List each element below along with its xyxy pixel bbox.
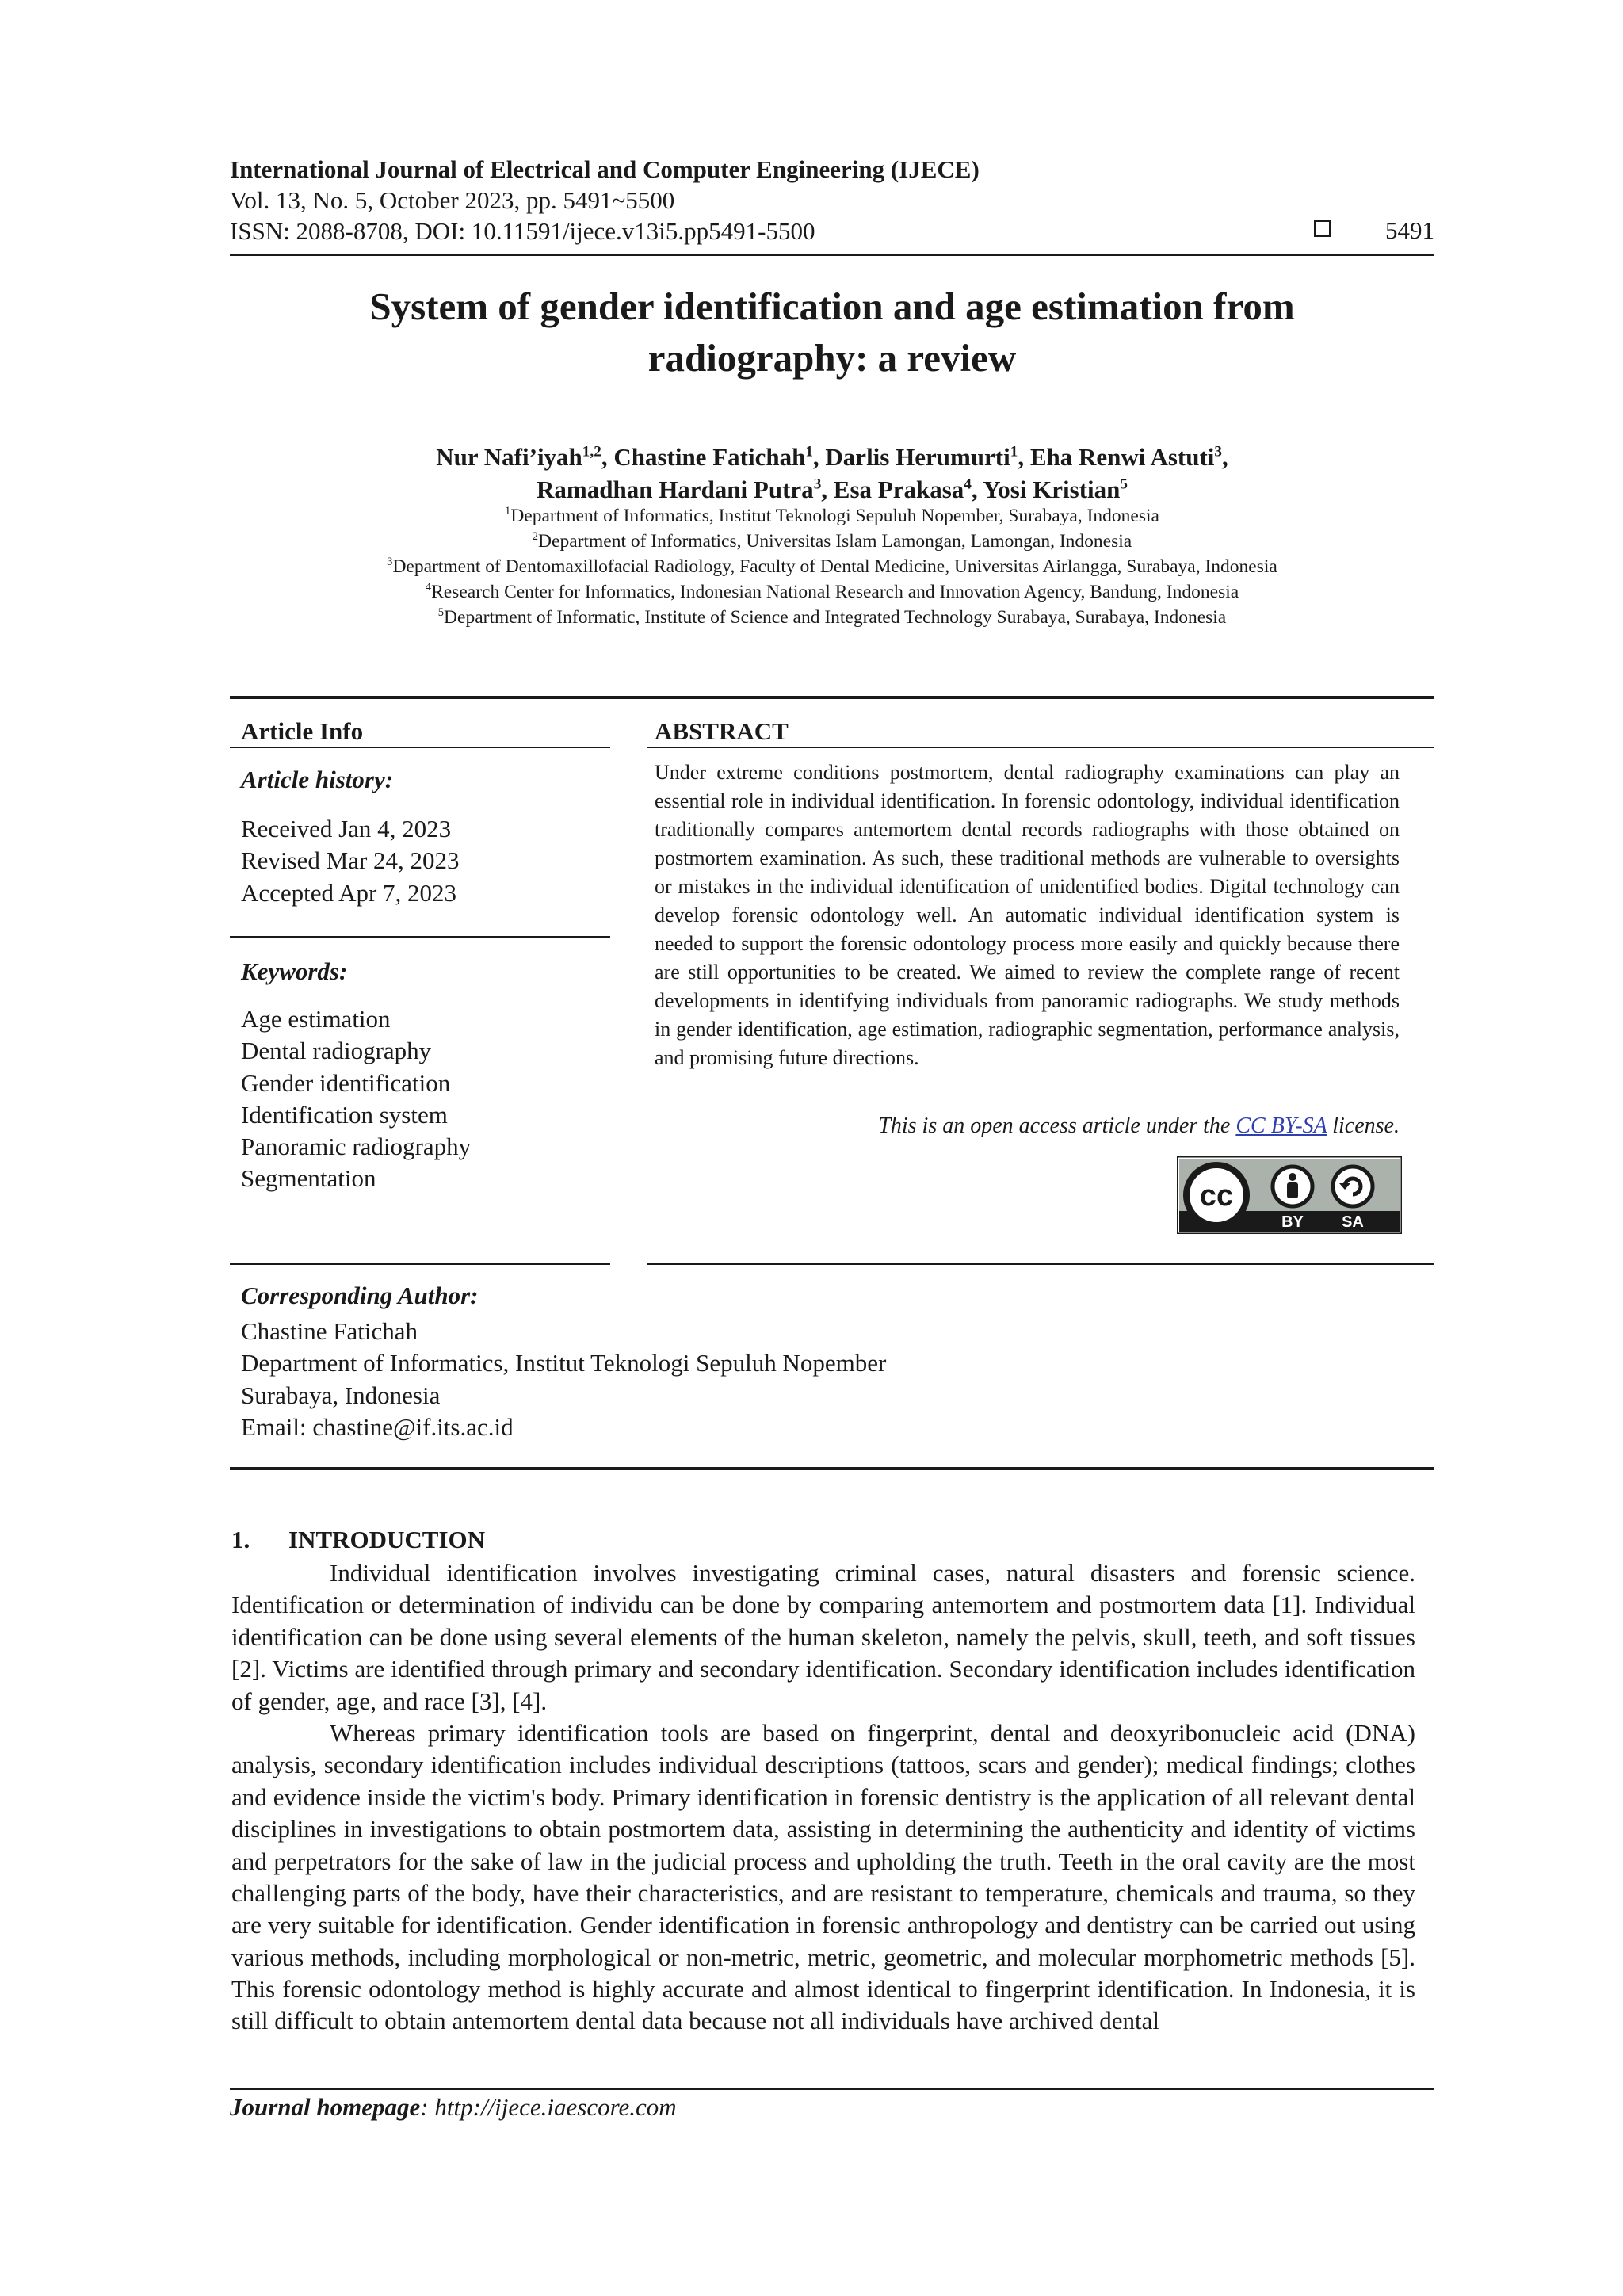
affiliation: $^4$Research Center for Informatics, Indonesian National Research and Innovation Agency, Bandung, Indonesia <box>425 581 1239 602</box>
corresponding-author-block <box>241 1316 886 1443</box>
author-sup: 3 <box>813 476 822 493</box>
footer-rule <box>230 2088 1434 2090</box>
introduction-body <box>231 1557 1415 2038</box>
keyword: Identification system <box>241 1100 448 1129</box>
author-list: Nur Nafi’iyah$^{1,2}$, Chastine Fatichah$^1$, Darlis Herumurti$^1$, Eha Renwi Astuti$^3$, Ramadhan Hardani Putra$^3$, Esa Prakasa$^4$, Yosi Kristian$^5$ <box>436 443 1228 503</box>
keyword: Gender identification <box>241 1068 451 1097</box>
article-info-heading: Article Info <box>241 717 364 745</box>
affiliation: $^1$Department of Informatics, Institut Teknologi Sepuluh Nopember, Surabaya, Indonesia <box>505 505 1159 526</box>
cc-by-sa-badge[interactable] <box>1177 1156 1402 1234</box>
author-sup: 1,2 <box>582 443 601 460</box>
keyword: Dental radiography <box>241 1037 432 1065</box>
journal-name: International Journal of Electrical and Computer Engineering (IJECE) <box>230 155 980 183</box>
history-heading: Article history: <box>241 766 394 793</box>
info-bottom-rule <box>230 1467 1434 1470</box>
author-sup: 5 <box>1120 476 1128 493</box>
license-link[interactable]: CC BY-SA <box>1235 1114 1327 1138</box>
badge-by-label: BY <box>1281 1213 1304 1231</box>
keywords-heading: Keywords: <box>241 957 348 985</box>
corresponding-city: Surabaya, Indonesia <box>241 1381 441 1409</box>
issn-doi: ISSN: 2088-8708, DOI: 10.11591/ijece.v13i5.pp5491-5500 <box>230 217 815 245</box>
badge-sa-label: SA <box>1342 1213 1364 1231</box>
attribution-person-icon <box>1273 1167 1312 1206</box>
volume-info: Vol. 13, No. 5, October 2023, pp. 5491~5500 <box>230 186 675 214</box>
author-sup: 1 <box>805 443 813 460</box>
title-line-1: System of gender identification and age estimation from <box>369 285 1295 328</box>
introduction-heading <box>231 1526 485 1554</box>
author-name: Nur Nafi’iyah <box>436 443 582 471</box>
author-name: Ramadhan Hardani Putra <box>537 475 814 503</box>
author-name: Chastine Fatichah <box>613 443 806 471</box>
journal-homepage <box>230 2093 677 2122</box>
received-date: Received Jan 4, 2023 <box>241 815 452 842</box>
abstract-heading: ABSTRACT <box>655 717 789 745</box>
corresponding-name: Chastine Fatichah <box>241 1317 418 1345</box>
affiliation-list <box>230 504 1434 631</box>
author-sup: 3 <box>1214 443 1223 460</box>
author-sup: 1 <box>1010 443 1018 460</box>
affiliation: $^3$Department of Dentomaxillofacial Radiology, Faculty of Dental Medicine, Universitas Airlangga, Surabaya, Indonesia <box>387 556 1277 577</box>
author-name: Esa Prakasa <box>833 475 964 503</box>
paper-title <box>230 281 1434 384</box>
keywords-bottom-rule <box>230 1263 610 1265</box>
abstract-paragraph: Under extreme conditions postmortem, dental radiography examinations can play an essential role in individual identification. In forensic odontology, individual identification traditionally compares antemortem dental records radiographs with those obtained on postmortem examination. As such, these traditional methods are vulnerable to oversights or mistakes in the individual identification of unidentified bodies. Digital technology can develop forensic odontology well. An automatic individual identification system is needed to support the forensic odontology process more easily and quickly because there are still opportunities to be created. We aimed to review the complete range of recent developments in identifying individuals from panoramic radiographs. We study methods in gender identification, age estimation, radiographic segmentation, performance analysis, and promising future directions. <box>655 761 1400 1069</box>
article-info-rule <box>230 747 610 748</box>
author-name: Eha Renwi Astuti <box>1029 443 1215 471</box>
header-divider <box>230 254 1434 256</box>
body-paragraph: Whereas primary identification tools are based on fingerprint, dental and deoxyribonucleic acid (DNA) analysis, secondary identification includes individual descriptions (tattoos, scars and gender); medical findings; clothes and evidence inside the victim's body. Primary identification in forensic dentistry is the application of all relevant dental disciplines in investigations to obtain postmortem data, assisting in determining the authenticity and identity of victims and perpetrators for the sake of law in the judicial process and upholding the truth. Teeth in the oral cavity are the most challenging parts of the body, have their characteristics, and are resistant to temperature, chemicals and trauma, so they are very suitable for identification. Gender identification in forensic anthropology and dentistry can be carried out using various methods, including morphological or non-metric, metric, geometric, and molecular morphometric methods [5]. This forensic odontology method is highly accurate and almost identical to fingerprint identification. In Indonesia, it is still difficult to obtain antemortem dental data because not all individuals have archived dental <box>231 1718 1415 2035</box>
svg-text:cc: cc <box>1199 1179 1234 1213</box>
section-title: INTRODUCTION <box>288 1526 486 1553</box>
keyword: Age estimation <box>241 1005 391 1033</box>
accepted-date: Accepted Apr 7, 2023 <box>241 878 457 907</box>
corresponding-email: Email: chastine@if.its.ac.id <box>241 1412 514 1441</box>
corresponding-heading: Corresponding Author: <box>241 1282 479 1309</box>
author-sup: 4 <box>964 476 972 493</box>
author-name: Yosi Kristian <box>983 475 1121 503</box>
history-rule <box>230 936 610 938</box>
corresponding-dept: Department of Informatics, Institut Teknologi Sepuluh Nopember <box>241 1349 887 1377</box>
article-history <box>241 813 460 909</box>
keyword: Panoramic radiography <box>241 1133 472 1161</box>
keyword-list <box>241 1003 471 1195</box>
cc-logo-icon <box>1183 1162 1250 1228</box>
abstract-body <box>655 758 1400 1072</box>
section-number: 1. <box>231 1526 250 1553</box>
affiliation: $^2$Department of Informatics, Universitas Islam Lamongan, Lamongan, Indonesia <box>532 530 1132 552</box>
revised-date: Revised Mar 24, 2023 <box>241 846 460 875</box>
homepage-url[interactable]: : http://ijece.iaescore.com <box>420 2093 677 2121</box>
title-line-2: radiography: a review <box>647 335 1017 380</box>
author-name: Darlis Herumurti <box>825 443 1010 471</box>
abstract-bottom-rule <box>647 1263 1434 1265</box>
affiliation: $^5$Department of Informatic, Institute of Science and Integrated Technology Surabaya, Surabaya, Indonesia <box>437 606 1227 628</box>
info-top-rule <box>230 696 1434 699</box>
keyword: Segmentation <box>241 1164 376 1193</box>
footer-label: Journal homepage <box>230 2093 421 2121</box>
checkbox-glyph-icon <box>1314 220 1331 237</box>
body-paragraph: Individual identification involves investigating criminal cases, natural disasters and forensic science. Identification or determination of individu can be done by comparing antemortem and postmortem data [1]. Individual identification can be done using several elements of the human skeleton, namely the pelvis, skull, teeth, and soft tissues [2]. Victims are identified through primary and secondary identification. Secondary identification includes identification of gender, age, and race [3], [4]. <box>231 1559 1415 1715</box>
license-statement: This is an open access article under the CC BY-SA license. <box>878 1114 1400 1138</box>
share-alike-icon <box>1333 1167 1373 1206</box>
abstract-rule <box>647 747 1434 748</box>
page-number: 5491 <box>1385 216 1434 244</box>
